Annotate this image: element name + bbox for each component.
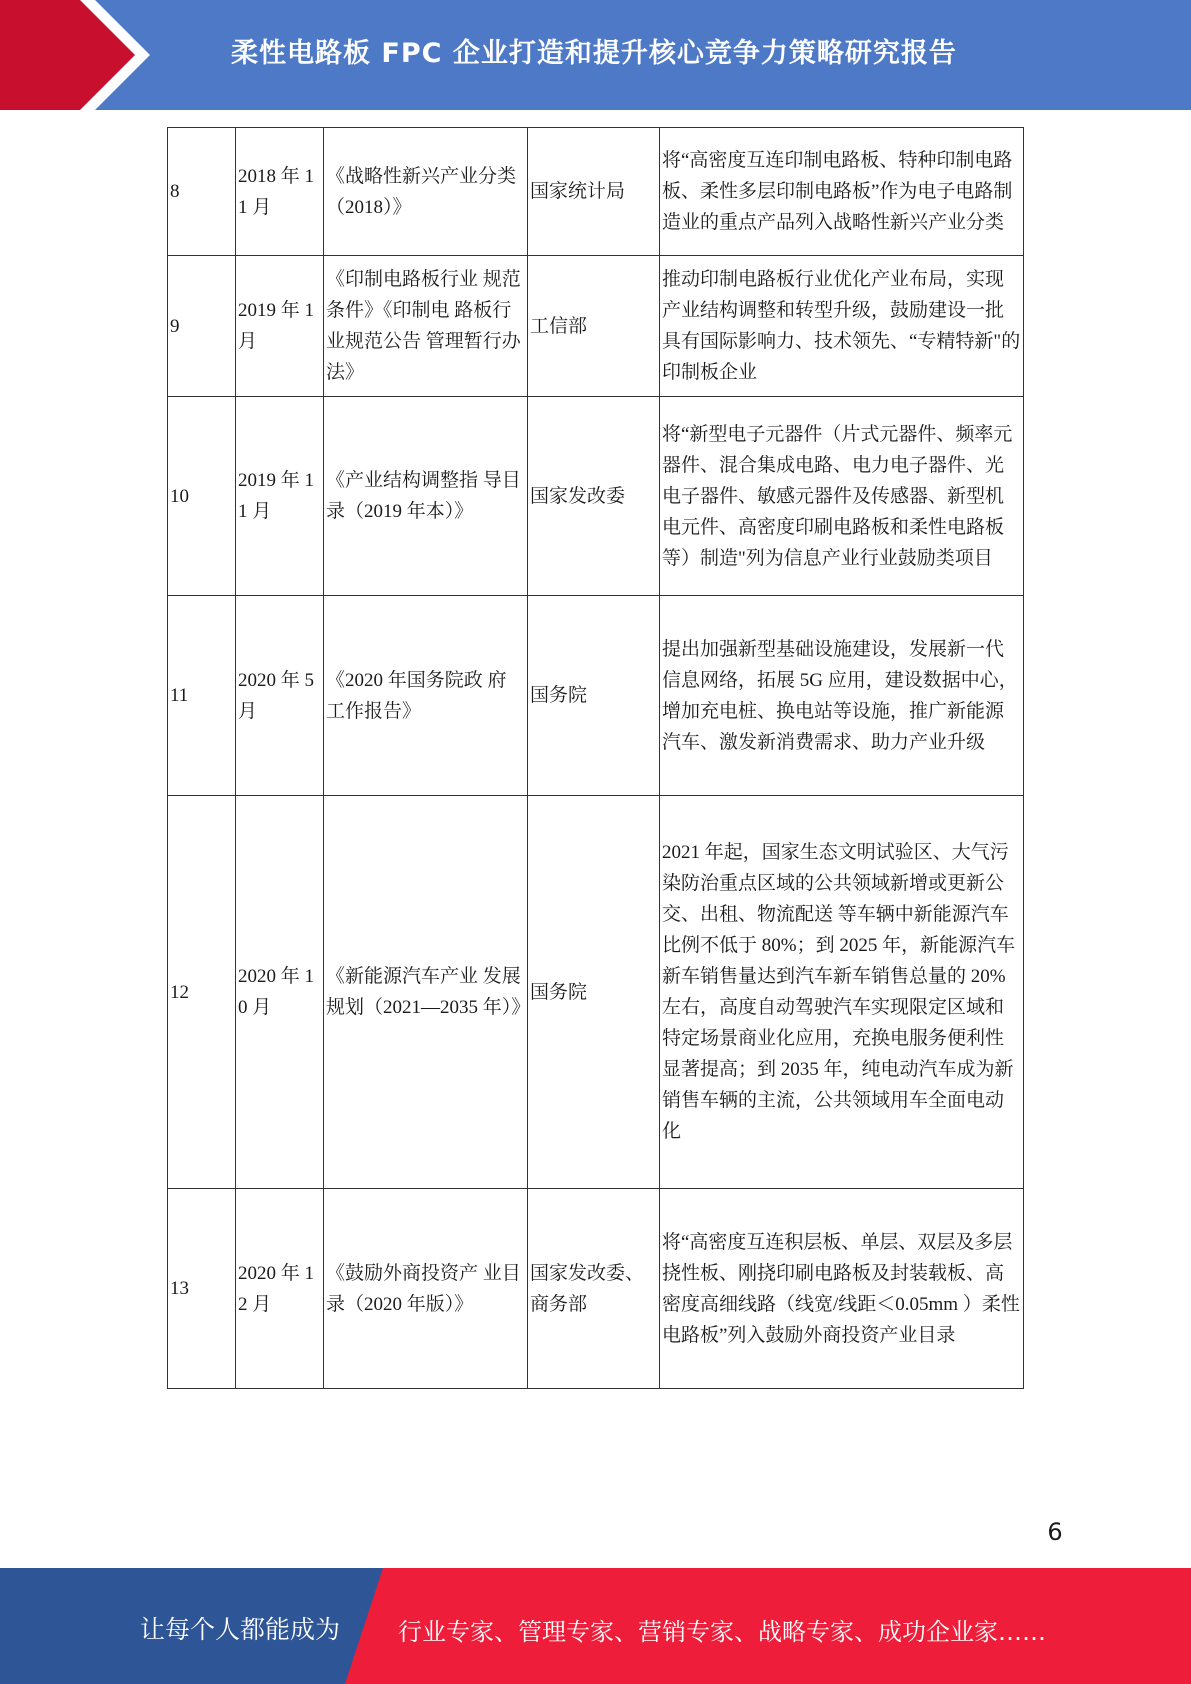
document-name: 《新能源汽车产业 发展规划（2021—2035 年）》 xyxy=(324,796,528,1189)
policy-content: 提出加强新型基础设施建设，发展新一代信息网络，拓展 5G 应用，建设数据中心，增加充电桩、换电站等设施，推广新能源汽车、激发新消费需求、助力产业升级 xyxy=(660,596,1024,796)
chevron-arrow-icon xyxy=(0,0,160,110)
row-number: 13 xyxy=(168,1189,236,1389)
page-number: 6 xyxy=(1047,1518,1063,1546)
issuing-agency: 国务院 xyxy=(528,596,660,796)
document-name: 《印制电路板行业 规范条件》《印制电 路板行业规范公告 管理暂行办法》 xyxy=(324,256,528,397)
issuing-agency: 国务院 xyxy=(528,796,660,1189)
row-number: 11 xyxy=(168,596,236,796)
policy-content: 将“新型电子元器件（片式元器件、频率元器件、混合集成电路、电力电子器件、光电子器件、敏感元器件及传感器、新型机电元件、高密度印刷电路板和柔性电路板等）制造"列为信息产业行业鼓励类项目 xyxy=(660,397,1024,596)
issuing-agency: 国家发改委 xyxy=(528,397,660,596)
policy-content: 2021 年起，国家生态文明试验区、大气污染防治重点区域的公共领域新增或更新公交、出租、物流配送 等车辆中新能源汽车比例不低于 80%；到 2025 年，新能源汽车新车销售量达到汽车新车销售总量的 20%左右，高度自动驾驶汽车实现限定区域和特定场景商业化应用，充换电服务便利性显著提高；到 2035 年，纯电动汽车成为新销售车辆的主流，公共领域用车全面电动化 xyxy=(660,796,1024,1189)
header-banner xyxy=(0,0,1191,110)
issuing-agency: 国家统计局 xyxy=(528,128,660,256)
footer-slogan-right: 行业专家、管理专家、营销专家、战略专家、成功企业家…… xyxy=(398,1618,1046,1646)
issuing-agency: 国家发改委、商务部 xyxy=(528,1189,660,1389)
policy-content: 推动印制电路板行业优化产业布局，实现产业结构调整和转型升级，鼓励建设一批具有国际影响力、技术领先、“专精特新"的印制板企业 xyxy=(660,256,1024,397)
row-number: 12 xyxy=(168,796,236,1189)
policy-table xyxy=(167,127,1024,1389)
table-row xyxy=(168,796,1024,1189)
issue-date: 2020 年 5 月 xyxy=(236,596,324,796)
issue-date: 2019 年 1 月 xyxy=(236,256,324,397)
issuing-agency: 工信部 xyxy=(528,256,660,397)
policy-content: 将“高密度互连积层板、单层、双层及多层挠性板、刚挠印刷电路板及封装载板、高密度高细线路（线宽/线距＜0.05mm ）柔性电路板”列入鼓励外商投资产业目录 xyxy=(660,1189,1024,1389)
issue-date: 2020 年 10 月 xyxy=(236,796,324,1189)
table-row xyxy=(168,397,1024,596)
table-row xyxy=(168,256,1024,397)
table-row xyxy=(168,128,1024,256)
table-row xyxy=(168,1189,1024,1389)
document-name: 《产业结构调整指 导目录（2019 年本）》 xyxy=(324,397,528,596)
row-number: 8 xyxy=(168,128,236,256)
document-name: 《鼓励外商投资产 业目录（2020 年版）》 xyxy=(324,1189,528,1389)
document-name: 《战略性新兴产业分类（2018）》 xyxy=(324,128,528,256)
issue-date: 2018 年 11 月 xyxy=(236,128,324,256)
row-number: 10 xyxy=(168,397,236,596)
report-title: 柔性电路板 FPC 企业打造和提升核心竞争力策略研究报告 xyxy=(231,37,957,69)
table-row xyxy=(168,596,1024,796)
issue-date: 2019 年 11 月 xyxy=(236,397,324,596)
issue-date: 2020 年 12 月 xyxy=(236,1189,324,1389)
document-name: 《2020 年国务院政 府工作报告》 xyxy=(324,596,528,796)
policy-content: 将“高密度互连印制电路板、特种印制电路板、柔性多层印制电路板”作为电子电路制造业的重点产品列入战略性新兴产业分类 xyxy=(660,128,1024,256)
footer-slogan-left: 让每个人都能成为 xyxy=(140,1615,341,1644)
row-number: 9 xyxy=(168,256,236,397)
